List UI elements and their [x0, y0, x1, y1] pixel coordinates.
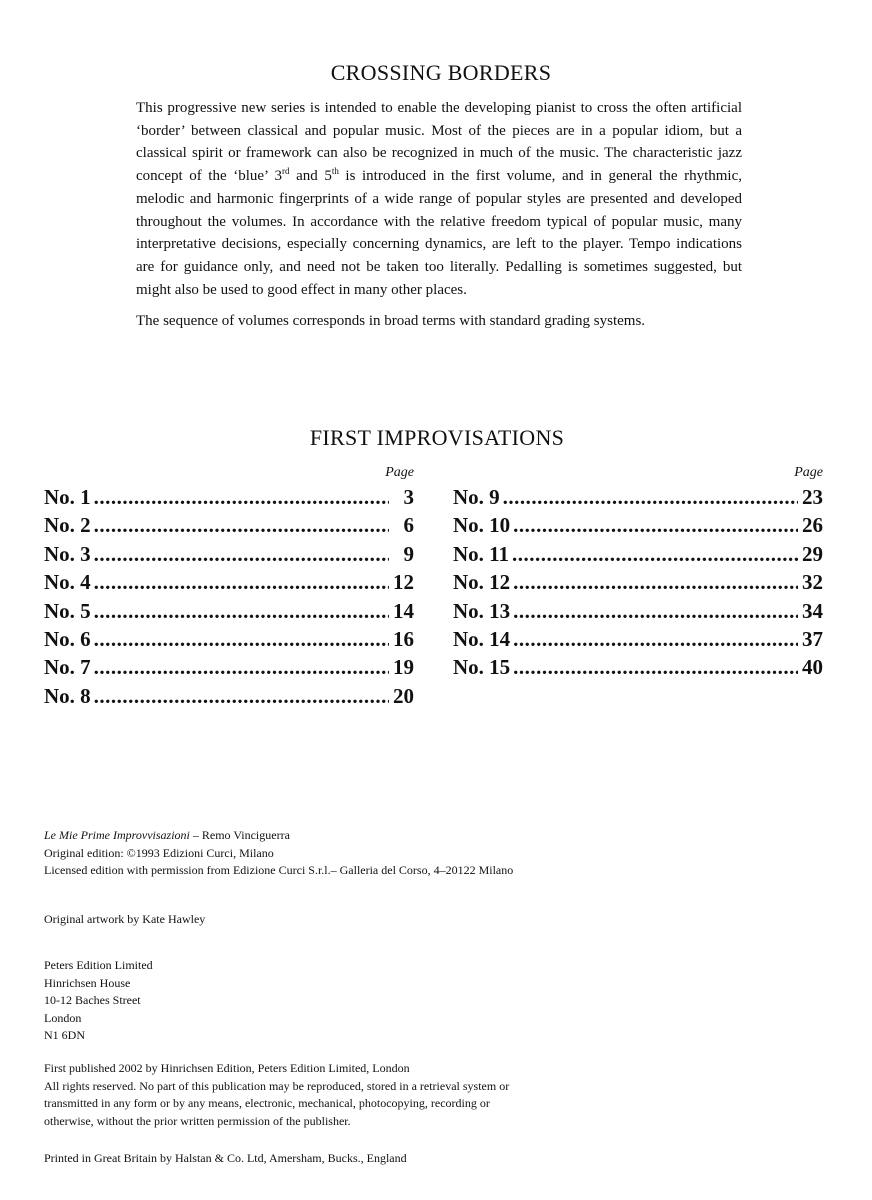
contents-entry — [453, 540, 823, 568]
composer-name: – Remo Vinciguerra — [189, 828, 290, 842]
rights-line: First published 2002 by Hinrichsen Edition, Peters Edition Limited, London — [44, 1061, 410, 1075]
dot-leader — [512, 540, 798, 568]
page-column-heading: Page — [385, 465, 414, 480]
publisher-line: Hinrichsen House — [44, 975, 131, 990]
contents-entry — [453, 483, 823, 511]
contents-entry — [44, 483, 414, 511]
dot-leader — [94, 653, 389, 681]
grading-note: The sequence of volumes corresponds in broad terms with standard grading systems. — [136, 313, 646, 329]
contents-entry — [44, 511, 414, 539]
entry-title: No. 8 — [44, 683, 91, 708]
superscript-rd: rd — [282, 166, 290, 177]
publisher-line: 10-12 Baches Street — [44, 993, 141, 1007]
entry-page-number: 16 — [393, 626, 414, 651]
entry-title: No. 5 — [44, 598, 91, 623]
original-title: Le Mie Prime Improvvisazioni — [44, 828, 190, 842]
entry-title: No. 10 — [453, 513, 511, 538]
publisher-line: London — [44, 1010, 82, 1025]
contents-entry — [44, 568, 414, 596]
contents-title: FIRST IMPROVISATIONS — [309, 425, 565, 450]
dot-leader — [513, 653, 798, 681]
contents-entry — [453, 511, 823, 539]
contents-entry — [44, 597, 414, 625]
contents-entry — [44, 540, 414, 568]
entry-page-number: 19 — [393, 655, 414, 680]
dot-leader — [94, 625, 389, 653]
dot-leader — [94, 597, 389, 625]
entry-page-number: 9 — [403, 541, 414, 566]
rights-line: otherwise, without the prior written permission of the publisher. — [44, 1113, 351, 1128]
entry-page-number: 23 — [802, 485, 823, 509]
rights-notice — [44, 1060, 604, 1130]
original-title-line — [44, 827, 604, 845]
entry-title: No. 6 — [44, 626, 91, 651]
contents-column-right — [453, 463, 823, 682]
dot-leader — [94, 568, 389, 596]
printer-credit — [44, 1150, 604, 1168]
entry-title: No. 7 — [44, 655, 91, 680]
description-text-end: is introduced in the first volume, and in general the rhythmic, melodic and harmonic fingerprints of a wide range of popular styles are presented and developed throughout the volumes. In accordance with the relative freedom typical of popular music, many interpretative decisions, especially concerning dynamics, are left to the player. Tempo indications are for guidance only, and need not be taken too literally. Pedalling is sometimes suggested, but might also be used to good effect in many other places. — [136, 168, 742, 298]
entry-title: No. 4 — [44, 570, 91, 595]
dot-leader — [94, 483, 389, 511]
entry-page-number: 32 — [802, 570, 823, 595]
publisher-line: N1 6DN — [44, 1028, 85, 1042]
entry-title: No. 3 — [44, 541, 91, 566]
entry-page-number: 26 — [802, 513, 823, 538]
description-text-start: This progressive new series is intended to enable the developing pianist to cross the often artificial ‘border’ between classical and popular music. Most of the pieces are in a popular idiom, but a classical spirit or framework can also be recognized in much of the music. The characteristic jazz concept of the ‘blue’ 3 — [136, 100, 742, 185]
dot-leader — [513, 625, 798, 653]
entry-page-number: 6 — [403, 513, 414, 538]
publisher-address — [44, 957, 604, 1045]
contents-entry — [453, 568, 823, 596]
rights-line: All rights reserved. No part of this publication may be reproduced, stored in a retrieval system or — [44, 1078, 510, 1093]
publisher-line: Peters Edition Limited — [44, 958, 153, 972]
contents-entry — [453, 625, 823, 653]
entry-page-number: 3 — [403, 485, 414, 509]
entry-page-number: 34 — [802, 598, 823, 623]
entry-page-number: 29 — [802, 541, 823, 566]
contents-entry — [453, 597, 823, 625]
entry-title: No. 1 — [44, 485, 91, 509]
superscript-th: th — [331, 166, 339, 177]
artwork-credit — [44, 911, 604, 929]
series-description — [136, 97, 742, 301]
entry-page-number: 37 — [802, 626, 823, 651]
contents-list-right — [453, 483, 823, 682]
dot-leader — [513, 597, 798, 625]
entry-page-number: 14 — [393, 598, 414, 623]
original-edition-credits — [44, 827, 604, 880]
series-title: CROSSING BORDERS — [330, 60, 552, 85]
entry-title: No. 2 — [44, 513, 91, 538]
dot-leader — [94, 540, 389, 568]
entry-page-number: 40 — [802, 655, 823, 680]
dot-leader — [513, 568, 798, 596]
contents-entry — [44, 625, 414, 653]
contents-entry — [44, 653, 414, 681]
entry-title: No. 11 — [453, 541, 510, 566]
artwork-line: Original artwork by Kate Hawley — [44, 912, 206, 926]
dot-leader — [94, 682, 389, 710]
dot-leader — [503, 483, 798, 511]
entry-title: No. 9 — [453, 485, 500, 509]
entry-page-number: 12 — [393, 570, 414, 595]
description-text-and: and 5 — [289, 168, 332, 185]
contents-list-left — [44, 483, 414, 710]
entry-title: No. 15 — [453, 655, 511, 680]
contents-entry — [44, 682, 414, 710]
entry-title: No. 13 — [453, 598, 511, 623]
original-edition-line: Original edition: ©1993 Edizioni Curci, Milano — [44, 845, 274, 860]
entry-title: No. 14 — [453, 626, 511, 651]
page-column-heading: Page — [794, 465, 823, 480]
dot-leader — [513, 511, 798, 539]
dot-leader — [94, 511, 389, 539]
contents-column-left — [44, 463, 414, 710]
entry-title: No. 12 — [453, 570, 511, 595]
entry-page-number: 20 — [393, 683, 414, 708]
printed-line: Printed in Great Britain by Halstan & Co. Ltd, Amersham, Bucks., England — [44, 1151, 407, 1165]
licensed-edition-line: Licensed edition with permission from Edizione Curci S.r.l.– Galleria del Corso, 4–20122 Milano — [44, 863, 514, 877]
rights-line: transmitted in any form or by any means, electronic, mechanical, photocopying, recording or — [44, 1096, 490, 1110]
contents-entry — [453, 653, 823, 681]
